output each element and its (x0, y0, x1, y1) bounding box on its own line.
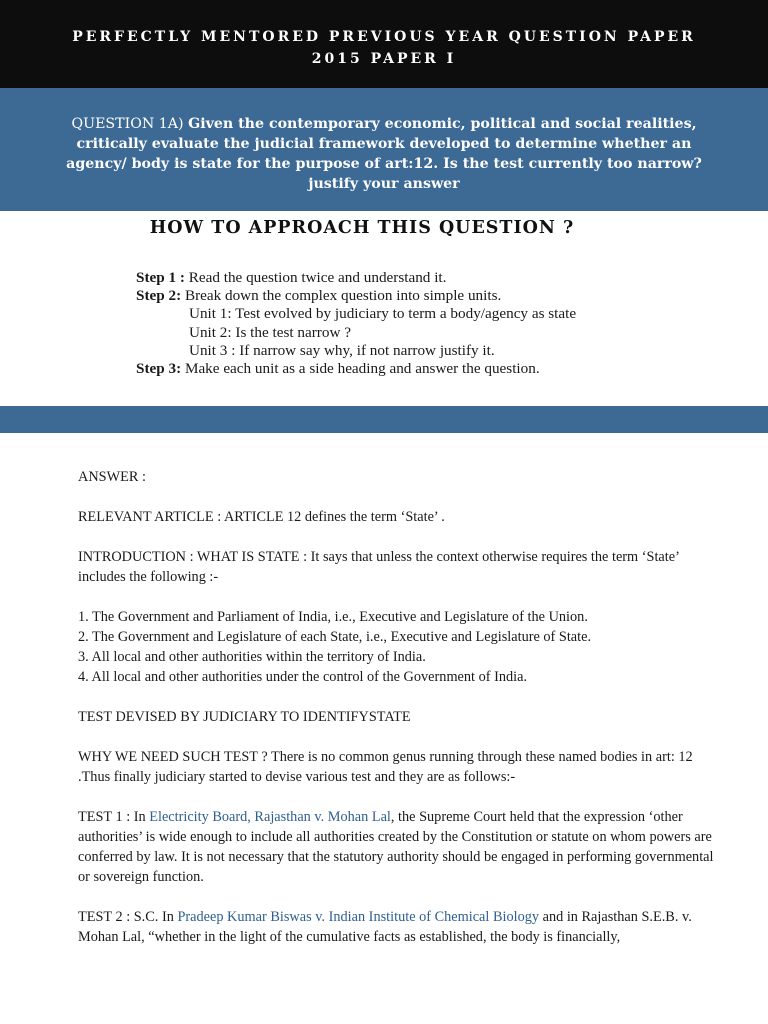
case-link-electricity-board[interactable]: Electricity Board, Rajasthan v. Mohan Lal (149, 809, 391, 825)
list-item: 4. All local and other authorities under the control of the Government of India. (78, 669, 528, 685)
test-2-prefix: TEST 2 : S.C. In (78, 909, 178, 925)
question-suffix: justify your answer (308, 176, 460, 192)
list-item: 1. The Government and Parliament of India, i.e., Executive and Legislature of the Union. (78, 609, 588, 625)
section-divider (0, 406, 768, 433)
step-label: Step 1 : (136, 269, 185, 286)
test-1-prefix: TEST 1 : In (78, 809, 150, 825)
page-header (0, 0, 768, 88)
test-devised-heading: TEST DEVISED BY JUDICIARY TO IDENTIFYSTATE (78, 709, 411, 725)
introduction: INTRODUCTION : WHAT IS STATE : It says that unless the context otherwise requires the term ‘State’ includes the following :- (78, 549, 679, 585)
question-prefix: QUESTION 1A) (71, 116, 184, 132)
test-1 (78, 807, 718, 887)
unit-2: Unit 2: Is the test narrow ? (189, 323, 351, 341)
step-text: Make each unit as a side heading and answer the question. (181, 360, 540, 378)
test-2 (78, 907, 718, 947)
question-body: Given the contemporary economic, political and social realities, critically evaluate the judicial framework developed to determine whether an agency/ body is state for the purpose of art:12. Is the test currently too narrow? (66, 116, 702, 172)
step-1 (136, 269, 736, 287)
step-label: Step 3: (136, 360, 182, 378)
unit-3: Unit 3 : If narrow say why, if not narrow justify it. (189, 341, 495, 359)
step-text: Read the question twice and understand it. (184, 269, 447, 286)
header-title: PERFECTLY MENTORED PREVIOUS YEAR QUESTION PAPER (72, 29, 696, 45)
header-subtitle: 2015 PAPER I (311, 51, 457, 67)
unit-1: Unit 1: Test evolved by judiciary to term a body/agency as state (189, 305, 577, 323)
step-3 (136, 360, 736, 378)
test-2-text: and in Rajasthan S.E.B. v. Mohan Lal, “whether in the light of the cumulative facts as established, the body is financially, (78, 909, 692, 945)
step-2 (136, 287, 736, 305)
state-list (78, 607, 718, 687)
step-text: Break down the complex question into simple units. (181, 287, 502, 305)
relevant-article: RELEVANT ARTICLE : ARTICLE 12 defines the term ‘State’ . (78, 509, 445, 525)
answer-section (78, 467, 718, 967)
step-label: Step 2: (136, 287, 182, 305)
case-link-pradeep-kumar-biswas[interactable]: Pradeep Kumar Biswas v. Indian Institute of Chemical Biology (177, 909, 540, 925)
why-need-test: WHY WE NEED SUCH TEST ? There is no common genus running through these named bodies in art: 12 .Thus finally judiciary started to devise various test and they are as follows:- (78, 749, 693, 785)
approach-title: HOW TO APPROACH THIS QUESTION ? (149, 218, 575, 238)
answer-heading: ANSWER : (78, 469, 146, 485)
test-1-text: , the Supreme Court held that the expression ‘other authorities’ is wide enough to include all authorities created by the Constitution or statute on whom powers are conferred by law. It is not necessary that the statutory authority should be engaged in performing governmental or sovereign function. (78, 809, 714, 885)
list-item: 3. All local and other authorities within the territory of India. (78, 649, 426, 665)
list-item: 2. The Government and Legislature of each State, i.e., Executive and Legislature of State. (78, 629, 592, 645)
approach-steps (136, 269, 736, 378)
question-text (58, 114, 710, 194)
question-band (0, 88, 768, 211)
